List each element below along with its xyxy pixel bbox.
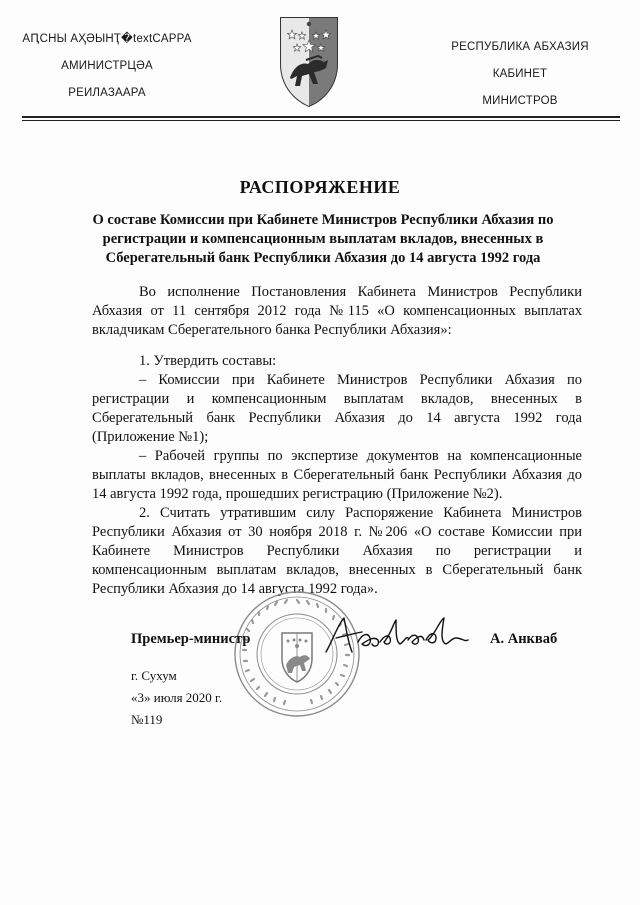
item-1-heading: 1. Утвердить составы:	[139, 353, 277, 369]
header-right-russian	[430, 34, 610, 115]
handwritten-signature	[322, 612, 472, 660]
item-2-revocation: 2. Считать утратившим силу Распоряжение Кабинета Министров Республики Абхазия от 30 ноября 2018 г. №206 «О составе Комиссии при Кабинете Министров Республики Абхазия по регистрации и компенсационным выплатам вкладов, внесенных в Сберегательный банк Республики Абхазия до 14 августа 1992 года».	[92, 505, 582, 597]
header-left-line-2: АМИНИСТРЦӘА	[61, 60, 153, 72]
issue-city: г. Сухум	[131, 668, 177, 683]
item-1-working-group: – Рабочей группы по экспертизе документов на компенсационные выплаты вкладов, внесенных в Сберегательный банк Республики Абхазия до 14 августа 1992 года, прошедших регистрацию (Приложение №2).	[92, 448, 582, 502]
header-divider-thick	[22, 116, 620, 118]
header-right-line-2: КАБИНЕТ	[492, 68, 548, 80]
signatory-title: Премьер-министр	[131, 631, 251, 647]
item-1-commission: – Комиссии при Кабинете Министров Республики Абхазия по регистрации и компенсационным выплатам вкладов, внесенных в Сберегательный банк Республики Абхазия до 14 августа 1992 года (Приложение №1);	[92, 372, 582, 445]
header-right-line-3: МИНИСТРОВ	[482, 95, 558, 107]
header-left-abkhaz	[22, 26, 192, 107]
intro-text: Во исполнение Постановления Кабинета Министров Республики Абхазия от 11 сентября 2012 года №115 «О компенсационных выплатах вкладчикам Сберегательного банка Республики Абхазия»:	[92, 284, 582, 338]
issue-date: «3» июля 2020 г.	[131, 690, 223, 705]
header-left-line-1: АԤСНЫ АҲӘЫНҬ�textCАРРА	[22, 33, 192, 45]
resolution-items	[92, 352, 582, 599]
coat-of-arms-emblem	[278, 16, 340, 108]
header-right-line-1: РЕСПУБЛИКА АБХАЗИЯ	[451, 41, 589, 53]
intro-paragraph	[92, 283, 582, 340]
document-subject: О составе Комиссии при Кабинете Министров Республики Абхазия по регистрации и компенсационным выплатам вкладов, внесенных в Сберегательный банк Республики Абхазия до 14 августа 1992 года	[92, 212, 554, 266]
header-divider-thin	[22, 120, 620, 121]
signatory-name: А. Анкваб	[490, 631, 558, 647]
document-title: РАСПОРЯЖЕНИЕ	[239, 177, 401, 197]
document-number: №119	[131, 712, 163, 727]
header-left-line-3: РЕИЛАЗААРА	[68, 87, 146, 99]
